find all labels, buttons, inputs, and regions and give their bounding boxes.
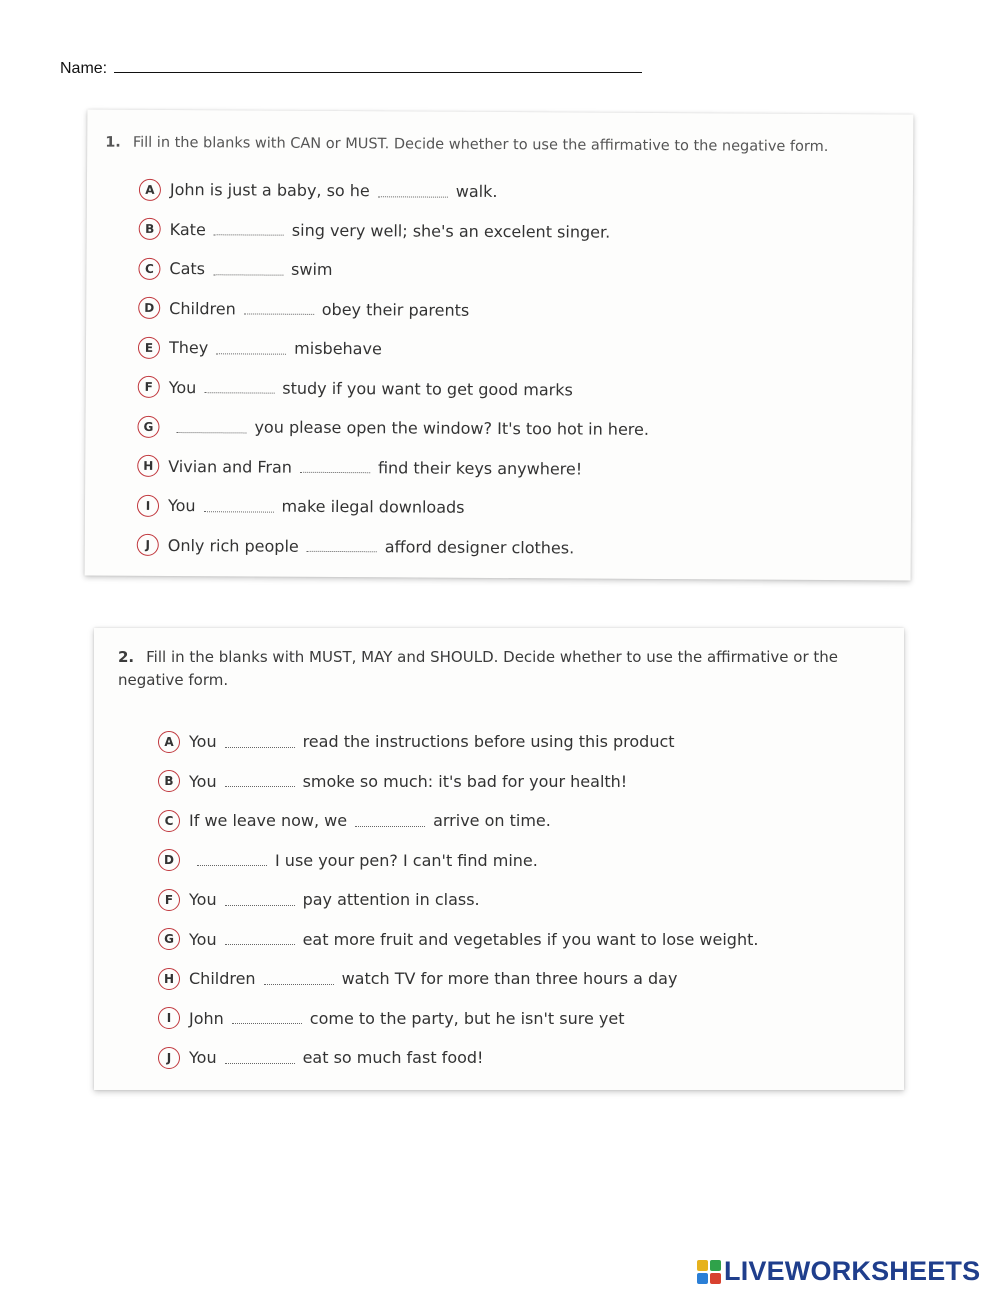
item-text-after: come to the party, but he isn't sure yet (309, 1008, 625, 1028)
logo-square-blue (697, 1273, 708, 1284)
item-text-before: Kate (169, 219, 206, 239)
item-text-after: study if you want to get good marks (282, 378, 573, 400)
item-text-after: pay attention in class. (302, 890, 480, 910)
item-text-after: misbehave (294, 338, 382, 359)
item-text-after: arrive on time. (433, 811, 551, 831)
name-input-line[interactable] (114, 58, 642, 73)
item-letter-badge: F (138, 376, 160, 398)
answer-blank[interactable] (216, 342, 286, 354)
list-item (138, 328, 650, 371)
item-text-before: Vivian and Fran (168, 456, 293, 477)
list-item (139, 209, 651, 252)
answer-blank[interactable] (214, 224, 284, 236)
item-text-before: If we leave now, we (189, 811, 348, 831)
item-text-before: Only rich people (167, 535, 299, 556)
list-item (137, 525, 649, 568)
item-text-after: eat so much fast food! (302, 1048, 484, 1068)
list-item (138, 288, 650, 331)
item-letter-badge: I (158, 1007, 180, 1029)
list-item (138, 249, 650, 292)
exercise-2-list (158, 722, 758, 1078)
list-item (137, 486, 649, 529)
answer-blank[interactable] (197, 854, 267, 866)
item-text-after: you please open the window? It's too hot in here. (254, 417, 650, 440)
answer-blank[interactable] (225, 775, 295, 787)
answer-blank[interactable] (176, 421, 246, 433)
exercise-1-instruction-text: Fill in the blanks with CAN or MUST. Decide whether to use the affirmative to the negative form. (132, 134, 829, 156)
answer-blank[interactable] (225, 933, 295, 945)
logo-square-green (710, 1260, 721, 1271)
item-letter-badge: I (137, 495, 159, 517)
answer-blank[interactable] (232, 1012, 302, 1024)
item-text-after: swim (290, 259, 333, 280)
exercise-1-list (137, 170, 651, 568)
item-text-before: You (189, 890, 217, 910)
exercise-1-card (85, 109, 914, 580)
answer-blank[interactable] (204, 381, 274, 393)
list-item (158, 959, 758, 999)
item-text-after: I use your pen? I can't find mine. (275, 850, 538, 870)
exercise-1-instruction (105, 132, 905, 160)
exercise-2-instruction (118, 646, 878, 692)
answer-blank[interactable] (264, 973, 334, 985)
answer-blank[interactable] (378, 185, 448, 197)
item-text-before: John (189, 1008, 224, 1028)
item-text-after: walk. (455, 181, 498, 202)
exercise-1-number: 1. (105, 134, 121, 151)
item-letter-badge: G (137, 416, 159, 438)
item-text-before: John is just a baby, so he (169, 180, 370, 201)
item-text-after: eat more fruit and vegetables if you want to lose weight. (302, 929, 759, 949)
item-text-before: You (167, 496, 196, 516)
item-letter-badge: A (139, 179, 161, 201)
answer-blank[interactable] (225, 1052, 295, 1064)
item-letter-badge: B (158, 770, 180, 792)
answer-blank[interactable] (307, 540, 377, 552)
list-item (158, 762, 758, 802)
item-letter-badge: D (158, 849, 180, 871)
item-letter-badge: J (158, 1047, 180, 1069)
item-text-after: watch TV for more than three hours a day (341, 969, 678, 989)
item-letter-badge: A (158, 731, 180, 753)
item-text-before: You (189, 1048, 217, 1068)
item-text-before: You (189, 732, 217, 752)
item-text-before: Children (189, 969, 256, 989)
list-item (138, 367, 650, 410)
item-text-after: afford designer clothes. (384, 537, 575, 558)
list-item (158, 880, 758, 920)
item-letter-badge: F (158, 889, 180, 911)
answer-blank[interactable] (244, 303, 314, 315)
exercise-2-instruction-text: Fill in the blanks with MUST, MAY and SHOULD. Decide whether to use the affirmative or the negative form. (118, 648, 839, 689)
item-text-before: Cats (169, 259, 206, 279)
answer-blank[interactable] (225, 736, 295, 748)
logo-text: LIVEWORKSHEETS (724, 1256, 981, 1286)
item-text-before: Children (169, 298, 236, 319)
list-item (158, 999, 758, 1039)
list-item (158, 801, 758, 841)
logo-square-yellow (697, 1260, 708, 1271)
item-text-before: You (189, 771, 217, 791)
item-letter-badge: J (137, 534, 159, 556)
name-label: Name: (60, 60, 108, 77)
item-text-after: sing very well; she's an excelent singer. (291, 220, 611, 242)
answer-blank[interactable] (204, 500, 274, 512)
item-letter-badge: C (158, 810, 180, 832)
answer-blank[interactable] (355, 815, 425, 827)
item-letter-badge: C (138, 258, 160, 280)
list-item (137, 446, 649, 489)
item-letter-badge: H (137, 455, 159, 477)
logo-square-red (710, 1273, 721, 1284)
list-item (139, 170, 651, 213)
item-text-before: They (168, 338, 209, 358)
exercise-2-card (94, 628, 904, 1090)
item-letter-badge: D (138, 297, 160, 319)
list-item (158, 1038, 758, 1078)
name-row (60, 58, 642, 78)
answer-blank[interactable] (225, 894, 295, 906)
item-letter-badge: G (158, 928, 180, 950)
item-text-before: You (189, 929, 217, 949)
answer-blank[interactable] (300, 461, 370, 473)
item-text-after: make ilegal downloads (281, 496, 465, 518)
list-item (158, 920, 758, 960)
list-item (137, 407, 649, 450)
list-item (158, 841, 758, 881)
item-text-after: smoke so much: it's bad for your health! (302, 771, 628, 791)
item-text-after: find their keys anywhere! (377, 458, 583, 479)
list-item (158, 722, 758, 762)
item-letter-badge: H (158, 968, 180, 990)
item-letter-badge: E (138, 337, 160, 359)
item-text-after: read the instructions before using this product (302, 732, 675, 752)
answer-blank[interactable] (213, 263, 283, 275)
liveworksheets-logo-icon (697, 1260, 721, 1284)
liveworksheets-logo[interactable] (697, 1256, 980, 1287)
item-text-after: obey their parents (321, 299, 470, 320)
exercise-2-number: 2. (118, 648, 135, 666)
item-letter-badge: B (139, 218, 161, 240)
item-text-before: You (168, 377, 197, 397)
